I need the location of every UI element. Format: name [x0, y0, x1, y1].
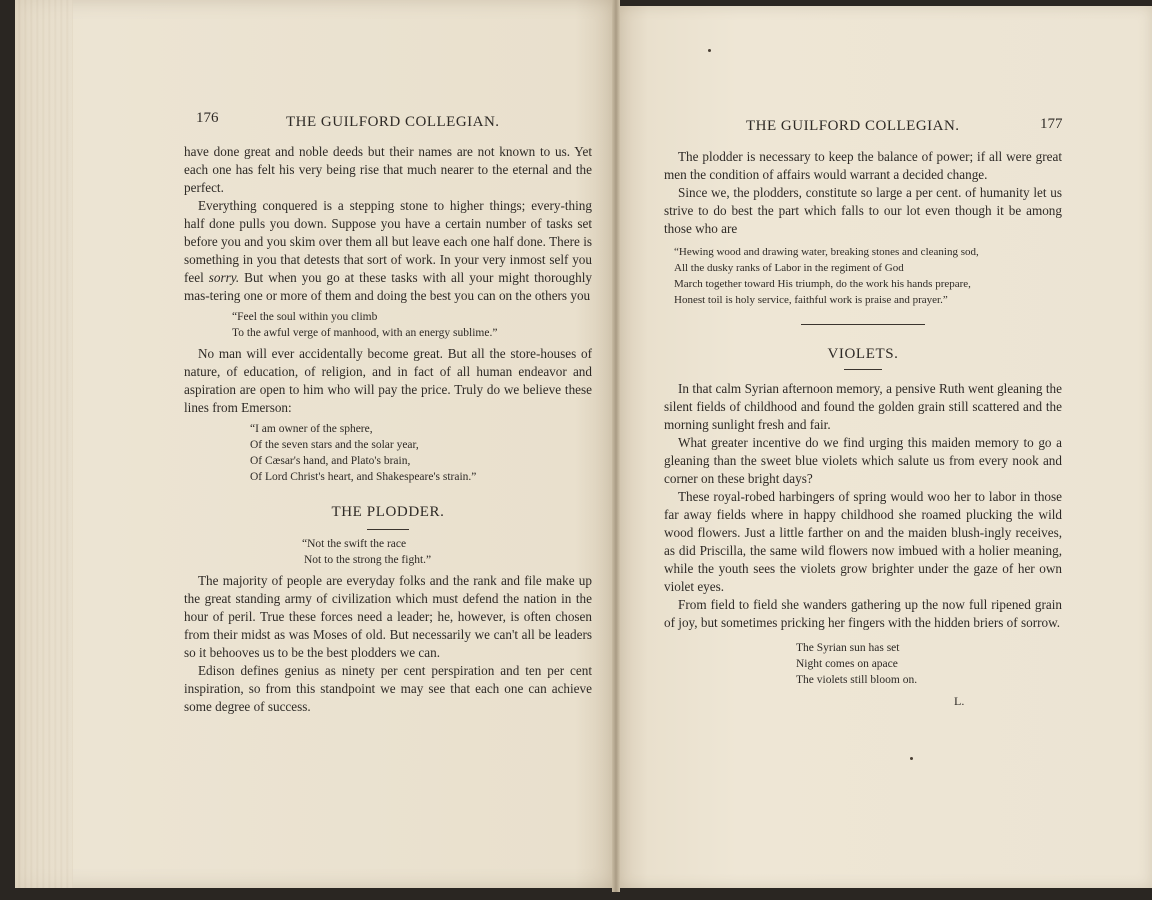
left-paragraph-text: Everything conquered is a stepping stone to higher things; every-thing half done pulls you down. Suppose you have a certain number of tasks set before you and you skim over them all but leave each one half done. There is something in you that detests that sort of work. In your very inmost self you feel	[184, 198, 592, 285]
verse-line: “Hewing wood and drawing water, breaking stones and cleaning sod,	[674, 246, 979, 258]
right-verse-2	[796, 640, 1062, 688]
verse-line: To the awful verge of manhood, with an energy sublime.”	[232, 327, 498, 339]
left-paragraph: No man will ever accidentally become great. But all the store-houses of nature, of education, of religion, and in fact of all human endeavor and aspiration are open to him who will pay the price. Truly do we believe these lines from Emerson:	[184, 346, 592, 415]
left-paragraph: have done great and noble deeds but their names are not known to us. Yet each one has felt his very being rise that much nearer to the eternal and the perfect.	[184, 144, 592, 195]
verse-line: Honest toil is holy service, faithful work is praise and prayer.”	[674, 294, 948, 306]
paper-speck	[708, 49, 711, 52]
right-verse-1	[674, 244, 1062, 308]
verse-line: “I am owner of the sphere,	[250, 423, 373, 435]
left-paragraph: Edison defines genius as ninety per cent perspiration and ten per cent inspiration, so from this standpoint we may see that each one can achieve some degree of success.	[184, 663, 592, 714]
left-page-number: 176	[196, 110, 219, 126]
right-paragraph: Since we, the plodders, constitute so large a per cent. of humanity let us strive to do best the part which falls to our lot even though it be among those who are	[664, 185, 1062, 236]
right-paragraph: In that calm Syrian afternoon memory, a pensive Ruth went gleaning the silent fields of childhood and found the golden grain still scattered and the morning sunlight fresh and fair.	[664, 381, 1062, 432]
right-paragraph: The plodder is necessary to keep the balance of power; if all were great men the condition of affairs would warrant a decided change.	[664, 149, 1062, 182]
verse-line: Of Cæsar's hand, and Plato's brain,	[250, 455, 411, 467]
left-running-head: THE GUILFORD COLLEGIAN.	[286, 114, 500, 130]
verse-line: The Syrian sun has set	[796, 642, 900, 654]
title-rule	[367, 529, 409, 530]
verse-line: Night comes on apace	[796, 658, 898, 670]
section-title-plodder: THE PLODDER.	[331, 504, 445, 520]
right-page-number: 177	[1040, 116, 1063, 132]
verse-line: “Not the swift the race	[302, 538, 407, 550]
verse-line: Of the seven stars and the solar year,	[250, 439, 419, 451]
right-text-column	[664, 148, 1062, 710]
plodder-epigraph	[302, 536, 592, 568]
left-paragraph	[184, 197, 592, 305]
paper-speck	[910, 757, 913, 760]
verse-line: March together toward His triumph, do the work his hands prepare,	[674, 278, 971, 290]
emphasis-word: sorry.	[208, 270, 240, 285]
right-paragraph: These royal-robed harbingers of spring would woo her to labor in those far away fields where in happy childhood she roamed plucking the wild wood flowers. Just a little farther on and the maiden blush-ingly receives, as did Priscilla, the same wild flowers now imbued with a holier meaning, while the youth sees the violets grow brighter under the gaze of her own violet eyes.	[664, 489, 1062, 594]
right-paragraph: From field to field she wanders gathering up the now full ripened grain of joy, but sometimes pricking her fingers with the hidden briers of sorrow.	[664, 597, 1062, 630]
book-gutter	[612, 0, 620, 892]
left-paragraph-text: But when you go at these tasks with all your might thoroughly mas-tering one or more of them and doing the best you can on the others you	[184, 270, 592, 303]
left-text-column	[184, 143, 592, 716]
verse-line: “Feel the soul within you climb	[232, 311, 378, 323]
verse-line: The violets still bloom on.	[796, 674, 918, 686]
signature: L.	[954, 694, 965, 708]
left-paragraph: The majority of people are everyday folks and the rank and file make up the great standing army of civilization which must defend the nation in the hour of peril. True these forces need a leader; he, however, is often chosen from their midst as was Moses of old. But necessarily we can't all be leaders so it behooves us to be the best plodders we can.	[184, 573, 592, 660]
left-verse-1	[232, 309, 592, 341]
section-title-violets: VIOLETS.	[827, 346, 899, 362]
right-paragraph: What greater incentive do we find urging this maiden memory to go a gleaning than the sweet blue violets which salute us from every nook and corner on these bright days?	[664, 435, 1062, 486]
right-running-head: THE GUILFORD COLLEGIAN.	[746, 118, 960, 134]
left-verse-2	[250, 421, 592, 485]
title-rule	[844, 369, 882, 370]
page-edges	[15, 0, 73, 888]
verse-line: Not to the strong the fight.”	[304, 554, 432, 566]
verse-line: All the dusky ranks of Labor in the regiment of God	[674, 262, 904, 274]
section-divider	[801, 324, 925, 325]
verse-line: Of Lord Christ's heart, and Shakespeare's strain.”	[250, 471, 477, 483]
